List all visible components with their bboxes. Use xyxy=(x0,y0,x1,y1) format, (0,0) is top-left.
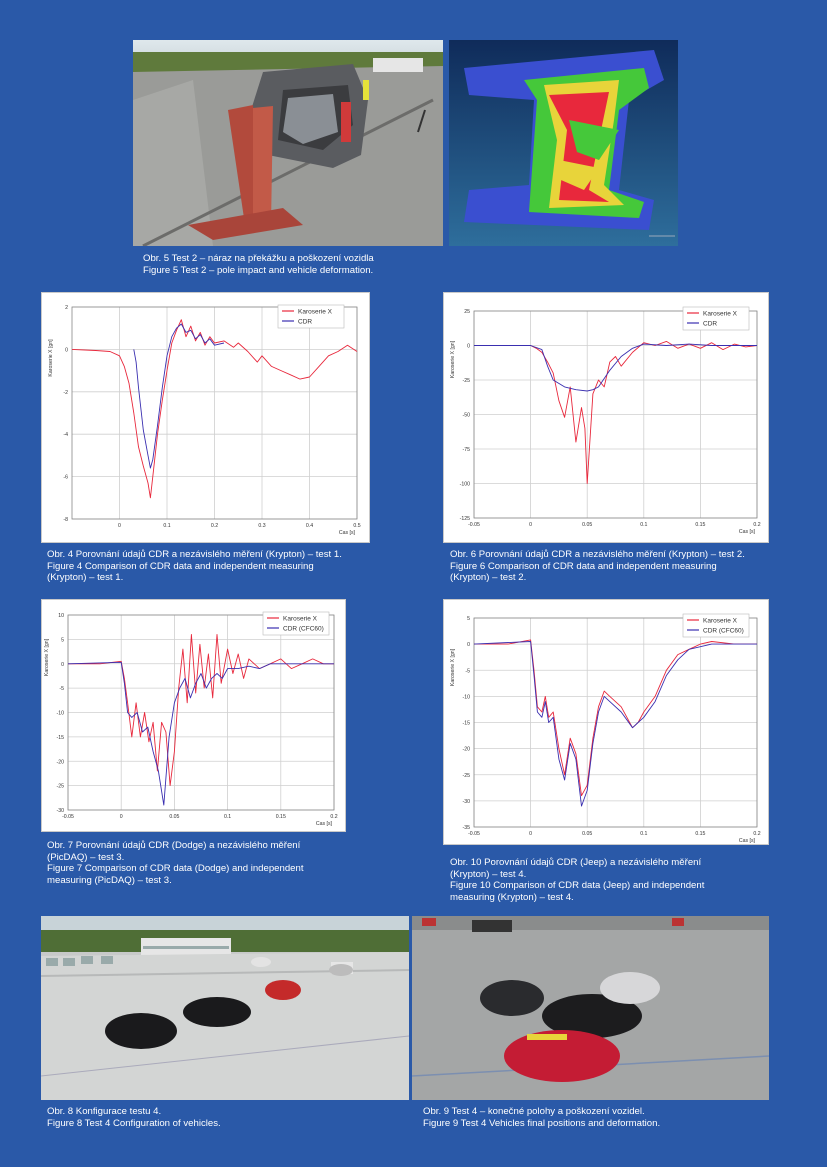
chart-fig4 xyxy=(41,292,370,543)
caption-fig4-line3: (Krypton) – test 1. xyxy=(47,572,124,584)
x-tick-label: 0.1 xyxy=(640,522,648,528)
y-tick-label: -35 xyxy=(462,825,470,831)
x-tick-label: 0.15 xyxy=(275,814,286,820)
caption-fig8-cz: Obr. 8 Konfigurace testu 4. xyxy=(47,1106,162,1117)
chart-fig10-svg xyxy=(444,600,768,844)
x-axis-label: Cas [s] xyxy=(738,529,755,535)
chart-fig7 xyxy=(41,599,346,832)
caption-fig6-line2: Figure 6 Comparison of CDR data and independent measuring xyxy=(450,560,717,572)
y-tick-label: -75 xyxy=(462,447,470,453)
y-tick-label: 0 xyxy=(467,343,470,350)
y-tick-label: 0 xyxy=(65,347,68,354)
y-axis-label: Karoserie X [gn] xyxy=(450,340,456,379)
x-tick-label: 0.2 xyxy=(330,814,338,820)
x-tick-label: 0.15 xyxy=(695,831,706,837)
chart-fig4-svg xyxy=(42,293,369,542)
deformation-scan-image xyxy=(449,40,678,246)
x-tick-label: 0.1 xyxy=(163,523,171,529)
x-tick-label: 0.05 xyxy=(582,831,593,837)
legend-label: Karoserie X xyxy=(703,310,737,318)
x-axis-label: Cas [s] xyxy=(315,821,332,827)
y-tick-label: -15 xyxy=(462,720,470,727)
y-axis-label: Karoserie X [gn] xyxy=(48,339,54,377)
caption-fig7-line3: Figure 7 Comparison of CDR data (Dodge) and independent xyxy=(47,863,304,875)
y-tick-label: 25 xyxy=(464,309,470,315)
y-tick-label: -100 xyxy=(459,481,470,488)
y-tick-label: -5 xyxy=(465,668,470,675)
y-axis-label: Karoserie X [gn] xyxy=(450,648,456,687)
x-tick-label: 0.3 xyxy=(258,523,266,529)
y-tick-label: 5 xyxy=(467,616,470,622)
x-tick-label: -0.05 xyxy=(62,814,74,820)
series-line-cdr xyxy=(134,324,224,468)
caption-fig10-line2: (Krypton) – test 4. xyxy=(450,868,527,880)
caption-fig6-line1: Obr. 6 Porovnání údajů CDR a nezávislého měření (Krypton) – test 2. xyxy=(450,549,745,560)
caption-fig5-cz: Obr. 5 Test 2 – náraz na překážku a poškození vozidla xyxy=(143,253,374,264)
caption-fig8-en: Figure 8 Test 4 Configuration of vehicles. xyxy=(47,1117,221,1129)
x-tick-label: -0.05 xyxy=(468,831,480,837)
caption-fig7-line2: (PicDAQ) – test 3. xyxy=(47,851,125,863)
caption-fig9-cz: Obr. 9 Test 4 – konečné polohy a poškození vozidel. xyxy=(423,1106,645,1117)
y-tick-label: 10 xyxy=(58,613,64,619)
y-tick-label: 5 xyxy=(61,637,64,644)
chart-fig10 xyxy=(443,599,769,845)
x-tick-label: 0.2 xyxy=(753,831,761,837)
y-tick-label: 0 xyxy=(467,642,470,649)
y-tick-label: -2 xyxy=(63,389,68,396)
y-tick-label: -4 xyxy=(63,432,68,439)
x-tick-label: 0.5 xyxy=(353,523,361,529)
series-line-cdr xyxy=(474,642,757,807)
y-tick-label: -25 xyxy=(56,783,64,790)
legend-label: CDR xyxy=(703,320,718,328)
x-axis-label: Cas [s] xyxy=(338,530,355,536)
series-line-krypton xyxy=(474,640,757,796)
legend-label: CDR (CFC60) xyxy=(703,627,744,635)
y-tick-label: -5 xyxy=(59,686,64,693)
x-tick-label: 0.05 xyxy=(582,522,593,528)
y-axis-label: Karoserie X [gn] xyxy=(44,638,50,677)
legend-label: Karoserie X xyxy=(283,615,317,623)
y-tick-label: -10 xyxy=(56,710,64,717)
y-tick-label: 2 xyxy=(65,305,68,311)
legend-label: Karoserie X xyxy=(298,308,332,316)
series-line-krypton xyxy=(68,635,334,786)
legend xyxy=(683,307,749,330)
y-tick-label: -125 xyxy=(459,516,470,522)
legend xyxy=(263,612,329,635)
caption-fig7-line1: Obr. 7 Porovnání údajů CDR (Dodge) a nezávislého měření xyxy=(47,840,301,851)
legend-label: CDR (CFC60) xyxy=(283,625,324,633)
y-tick-label: -6 xyxy=(63,474,68,481)
pole-impact-photo xyxy=(133,40,443,246)
x-tick-label: 0 xyxy=(118,523,121,529)
caption-fig10-line3: Figure 10 Comparison of CDR data (Jeep) and independent xyxy=(450,880,705,892)
y-tick-label: -20 xyxy=(462,746,470,753)
chart-fig6 xyxy=(443,292,769,543)
x-tick-label: 0.05 xyxy=(169,814,180,820)
x-tick-label: 0 xyxy=(119,814,123,820)
caption-fig6 xyxy=(450,549,745,584)
caption-fig9-en: Figure 9 Test 4 Vehicles final positions and deformation. xyxy=(423,1117,661,1129)
test4-configuration-photo xyxy=(41,916,409,1100)
caption-fig7-line4: measuring (PicDAQ) – test 3. xyxy=(47,874,172,886)
y-tick-label: -10 xyxy=(462,694,470,701)
caption-fig4 xyxy=(47,549,342,584)
caption-fig10-line1: Obr. 10 Porovnání údajů CDR (Jeep) a nezávislého měření xyxy=(450,857,702,868)
y-tick-label: -25 xyxy=(462,772,470,779)
y-tick-label: -30 xyxy=(56,808,64,814)
x-tick-label: 0.2 xyxy=(210,523,219,529)
series-line-cdr xyxy=(474,344,757,391)
x-tick-label: 0.4 xyxy=(305,523,314,529)
x-tick-label: 0.1 xyxy=(640,831,648,837)
x-tick-label: 0 xyxy=(529,522,533,528)
test4-final-positions-photo xyxy=(412,916,769,1100)
legend-label: Karoserie X xyxy=(703,617,737,625)
y-tick-label: 0 xyxy=(61,661,64,668)
x-tick-label: 0.15 xyxy=(695,522,706,528)
y-tick-label: -20 xyxy=(56,759,64,766)
y-tick-label: -50 xyxy=(462,412,470,419)
y-tick-label: -8 xyxy=(63,517,68,523)
caption-fig5-en: Figure 5 Test 2 – pole impact and vehicle deformation. xyxy=(143,264,374,276)
caption-fig7 xyxy=(47,840,304,886)
series-line-cdr xyxy=(68,662,334,805)
caption-fig4-line2: Figure 4 Comparison of CDR data and independent measuring xyxy=(47,560,314,572)
legend-label: CDR xyxy=(298,318,313,326)
caption-fig4-line1: Obr. 4 Porovnání údajů CDR a nezávislého měření (Krypton) – test 1. xyxy=(47,549,342,560)
x-tick-label: -0.05 xyxy=(468,522,480,528)
caption-fig10-line4: measuring (Krypton) – test 4. xyxy=(450,891,574,903)
caption-fig5 xyxy=(143,253,374,276)
caption-fig9 xyxy=(423,1106,660,1129)
caption-fig10 xyxy=(450,857,704,903)
x-axis-label: Cas [s] xyxy=(738,838,755,844)
y-tick-label: -30 xyxy=(462,798,470,805)
legend xyxy=(278,305,344,328)
caption-fig6-line3: (Krypton) – test 2. xyxy=(450,572,527,584)
chart-fig6-svg xyxy=(444,293,768,542)
legend xyxy=(683,614,749,637)
x-tick-label: 0 xyxy=(529,831,533,837)
x-tick-label: 0.1 xyxy=(223,814,232,820)
y-tick-label: -15 xyxy=(56,734,64,741)
chart-fig7-svg xyxy=(42,600,345,831)
y-tick-label: -25 xyxy=(462,378,470,384)
caption-fig8 xyxy=(47,1106,221,1129)
x-tick-label: 0.2 xyxy=(753,522,761,528)
